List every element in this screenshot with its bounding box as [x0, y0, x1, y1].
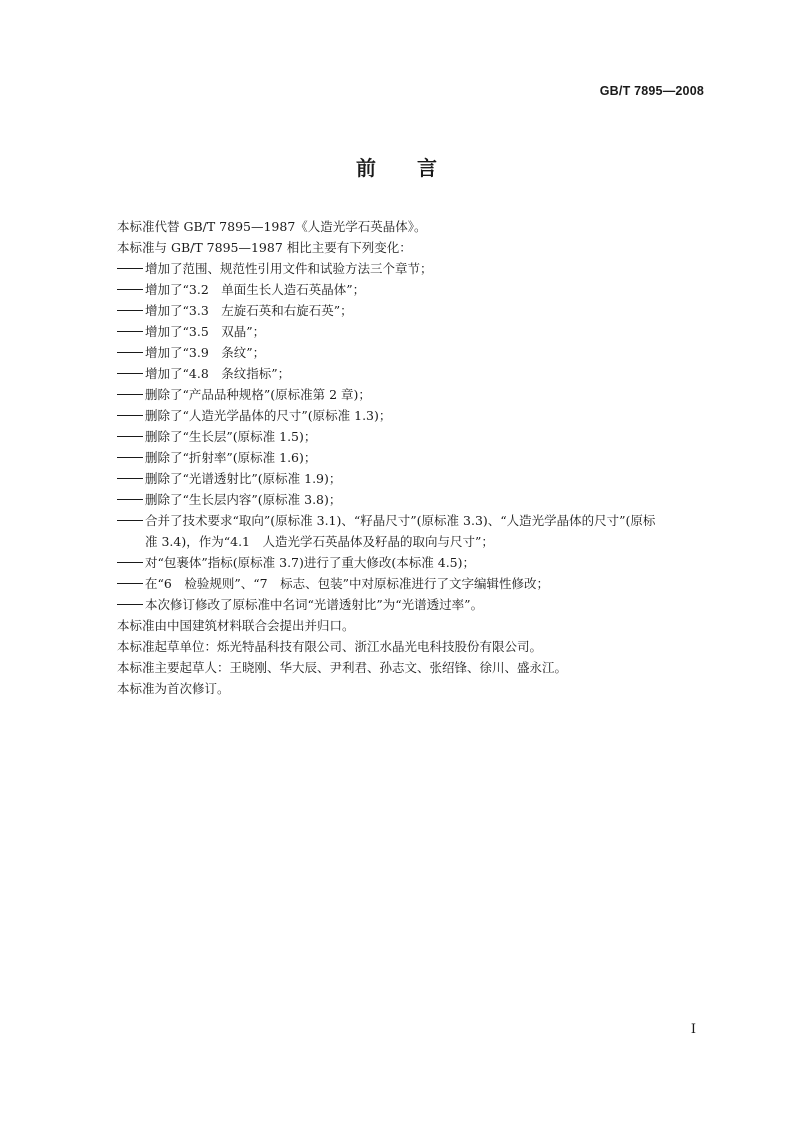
- dash-mark: [117, 394, 143, 395]
- page-title: [0, 152, 794, 181]
- dash-mark: [117, 373, 143, 374]
- change-item: [117, 405, 707, 426]
- change-item: [117, 342, 707, 363]
- standard-code: GB/T 7895—2008: [599, 84, 704, 98]
- change-item: [117, 384, 707, 405]
- foreword-body: [117, 216, 707, 699]
- change-item-text: 删除了“生长层”(原标准 1.5)；: [145, 429, 317, 444]
- dash-mark: [117, 268, 143, 269]
- change-item: [117, 489, 707, 510]
- change-item: [117, 594, 707, 615]
- merge-line-1: 合并了技术要求“取向”(原标准 3.1)、“籽晶尺寸”(原标准 3.3)、“人造光学晶体的尺寸”(原标: [145, 513, 656, 528]
- change-item-text: 删除了“产品品种规格”(原标准第 2 章)；: [145, 387, 371, 402]
- title-part-1: 前: [356, 156, 377, 180]
- change-item-text: 删除了“生长层内容”(原标准 3.8)；: [145, 492, 342, 507]
- dash-mark: [117, 562, 143, 563]
- closing-line: 本标准起草单位：烁光特晶科技有限公司、浙江水晶光电科技股份有限公司。: [117, 639, 543, 654]
- dash-mark: [117, 520, 143, 521]
- change-item-text: 增加了“3.9 条纹”；: [145, 345, 266, 360]
- change-item-text: 删除了“光谱透射比”(原标准 1.9)；: [145, 471, 342, 486]
- title-part-2: 言: [417, 156, 438, 180]
- dash-mark: [117, 604, 143, 605]
- dash-mark: [117, 436, 143, 437]
- change-item: [117, 426, 707, 447]
- change-item: [117, 363, 707, 384]
- change-item: [117, 573, 707, 594]
- change-item-text: 对“包裹体”指标(原标准 3.7)进行了重大修改(本标准 4.5)；: [145, 555, 475, 570]
- change-item-text: 增加了“4.8 条纹指标”；: [145, 366, 291, 381]
- merge-line-2: 准 3.4)，作为“4.1 人造光学石英晶体及籽晶的取向与尺寸”；: [145, 534, 494, 549]
- change-item: [117, 552, 707, 573]
- closing-line: 本标准由中国建筑材料联合会提出并归口。: [117, 618, 355, 633]
- change-item: [117, 321, 707, 342]
- dash-mark: [117, 352, 143, 353]
- intro-line: 本标准代替 GB/T 7895—1987《人造光学石英晶体》。: [117, 219, 427, 234]
- dash-mark: [117, 499, 143, 500]
- intro-line: 本标准与 GB/T 7895—1987 相比主要有下列变化：: [117, 240, 412, 255]
- change-item: [117, 468, 707, 489]
- change-item: [117, 300, 707, 321]
- change-item-text: 增加了范围、规范性引用文件和试验方法三个章节；: [145, 261, 433, 276]
- page-number: I: [690, 1022, 696, 1037]
- change-item-text: 在“6 检验规则”、“7 标志、包装”中对原标准进行了文字编辑性修改；: [145, 576, 549, 591]
- dash-mark: [117, 415, 143, 416]
- dash-mark: [117, 331, 143, 332]
- change-item-text: 增加了“3.2 单面生长人造石英晶体”；: [145, 282, 366, 297]
- dash-mark: [117, 457, 143, 458]
- change-item-text: 增加了“3.3 左旋石英和右旋石英”；: [145, 303, 353, 318]
- change-item: [117, 279, 707, 300]
- change-item-text: 删除了“人造光学晶体的尺寸”(原标准 1.3)；: [145, 408, 392, 423]
- closing-line: 本标准为首次修订。: [117, 681, 230, 696]
- change-item: [117, 258, 707, 279]
- change-item-text: 本次修订修改了原标准中名词“光谱透射比”为“光谱透过率”。: [145, 597, 484, 612]
- change-item-merge: [117, 510, 707, 552]
- closing-line: 本标准主要起草人：王晓刚、华大辰、尹利君、孙志文、张绍锋、徐川、盛永江。: [117, 660, 568, 675]
- change-item: [117, 447, 707, 468]
- change-item-text: 增加了“3.5 双晶”；: [145, 324, 266, 339]
- dash-mark: [117, 289, 143, 290]
- dash-mark: [117, 310, 143, 311]
- dash-mark: [117, 478, 143, 479]
- dash-mark: [117, 583, 143, 584]
- change-item-text: 删除了“折射率”(原标准 1.6)；: [145, 450, 317, 465]
